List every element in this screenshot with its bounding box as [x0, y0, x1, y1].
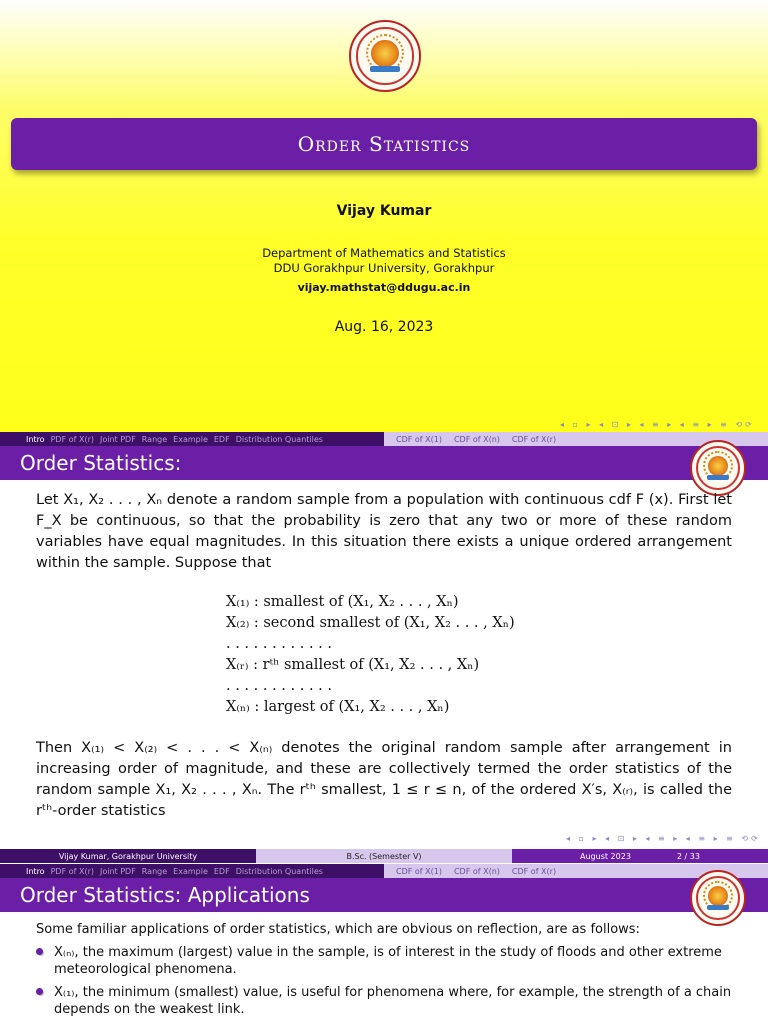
paragraph: Then X₍₁₎ < X₍₂₎ < . . . < X₍ₙ₎ denotes the original random sample after arrangement in increasing order of magnitude, and these are collectively termed the order statistics of the random sample X₁, X₂ . . . , Xₙ. The rᵗʰ smallest, 1 ≤ r ≤ n, of the ordered X′s, X₍ᵣ₎, is called the rᵗʰ-order statistics	[36, 740, 732, 819]
nav-item-range[interactable]: Range	[141, 866, 168, 876]
equation-line: . . . . . . . . . . . .	[226, 636, 333, 652]
nav-item-edf[interactable]: EDF	[213, 866, 230, 876]
frame-title	[0, 446, 768, 480]
nav-item-quantiles[interactable]: Distribution Quantiles	[235, 434, 323, 444]
paragraph: Let X₁, X₂ . . . , Xₙ denote a random sample from a population with continuous cdf F (x). First let F_X be continuous, so that the probability is zero that any two or more of these random variables have equal magnitudes. In this situation there exists a unique ordered arrangement within the sample. Suppose that	[36, 492, 732, 571]
nav-item-intro[interactable]: Intro	[26, 434, 45, 444]
nav-item-pdf[interactable]: PDF of X(r)	[50, 866, 94, 876]
email: vijay.mathstat@ddugu.ac.in	[297, 281, 471, 294]
bullet-dot-icon	[36, 988, 43, 995]
navbar-left	[0, 432, 384, 446]
frame-title-text: Order Statistics: Applications	[20, 883, 310, 907]
nav-item-joint-pdf[interactable]: Joint PDF	[99, 866, 136, 876]
nav-symbols-icon[interactable]: ◂ ▫ ▸ ◂ ⊡ ▸ ◂ ≡ ▸ ◂ ≡ ▸ ≡ ⟲⟳	[560, 420, 755, 429]
department	[0, 246, 768, 276]
nav-item-cdf-1[interactable]: CDF of X(1)	[396, 866, 442, 876]
department-line-1: Department of Mathematics and Statistics	[262, 246, 506, 260]
footer-date: August 2023	[580, 851, 631, 861]
equation-line: X₍₁₎ : smallest of (X₁, X₂ . . . , Xₙ)	[226, 594, 459, 610]
section-navbar	[0, 864, 768, 878]
footer-author: Vijay Kumar, Gorakhpur University	[0, 849, 256, 863]
nav-item-example[interactable]: Example	[173, 434, 208, 444]
applications-intro: Some familiar applications of order statistics, which are obvious on reflection, are as follows:	[36, 922, 640, 937]
nav-item-cdf-n[interactable]: CDF of X(n)	[453, 434, 500, 444]
nav-item-example[interactable]: Example	[173, 866, 208, 876]
nav-item-pdf[interactable]: PDF of X(r)	[50, 434, 94, 444]
footer-course: B.Sc. (Semester V)	[256, 849, 512, 863]
title-slide	[0, 0, 768, 432]
date: Aug. 16, 2023	[334, 319, 434, 335]
frame-title	[0, 878, 768, 912]
footer-date-page	[512, 849, 768, 863]
footer-page: 2 / 33	[676, 851, 700, 861]
nav-item-quantiles[interactable]: Distribution Quantiles	[235, 866, 323, 876]
equation-line: . . . . . . . . . . . .	[226, 678, 333, 694]
author-name: Vijay Kumar	[336, 203, 432, 219]
bullet-dot-icon	[36, 948, 43, 955]
equation-line: X₍ₙ₎ : largest of (X₁, X₂ . . . , Xₙ)	[226, 699, 450, 715]
list-item-text: X₍₁₎, the minimum (smallest) value, is useful for phenomena where, for example, the strength of a chain depends on the weakest link.	[54, 985, 732, 1017]
nav-item-range[interactable]: Range	[141, 434, 168, 444]
nav-symbols-icon[interactable]: ◂ ▫ ▸ ◂ ⊡ ▸ ◂ ≡ ▸ ◂ ≡ ▸ ≡ ⟲⟳	[566, 834, 761, 843]
list-item-text: X₍ₙ₎, the maximum (largest) value in the sample, is of interest in the study of floods and other extreme meteorological phenomena.	[54, 945, 722, 977]
equation-line: X₍₂₎ : second smallest of (X₁, X₂ . . . , Xₙ)	[226, 615, 515, 631]
equation-line: X₍ᵣ₎ : rᵗʰ smallest of (X₁, X₂ . . . , Xₙ)	[226, 657, 480, 673]
nav-item-cdf-n[interactable]: CDF of X(n)	[453, 866, 500, 876]
order-statistics-equations	[226, 592, 515, 718]
slide-footer	[0, 849, 768, 863]
nav-item-joint-pdf[interactable]: Joint PDF	[99, 434, 136, 444]
nav-item-cdf-1[interactable]: CDF of X(1)	[396, 434, 442, 444]
slide-title: Order Statistics	[11, 118, 757, 170]
nav-item-intro[interactable]: Intro	[26, 866, 45, 876]
department-line-2: DDU Gorakhpur University, Gorakhpur	[273, 261, 495, 275]
nav-item-cdf-r[interactable]: CDF of X(r)	[511, 434, 557, 444]
frame-title-text: Order Statistics:	[20, 451, 182, 475]
list-item	[54, 984, 734, 1018]
university-seal-icon	[690, 870, 746, 926]
nav-item-cdf-r[interactable]: CDF of X(r)	[511, 866, 557, 876]
university-seal-icon	[690, 440, 746, 496]
navbar-left	[0, 864, 384, 878]
university-seal-icon	[349, 20, 421, 92]
nav-item-edf[interactable]: EDF	[213, 434, 230, 444]
section-navbar	[0, 432, 768, 446]
list-item	[54, 944, 734, 978]
